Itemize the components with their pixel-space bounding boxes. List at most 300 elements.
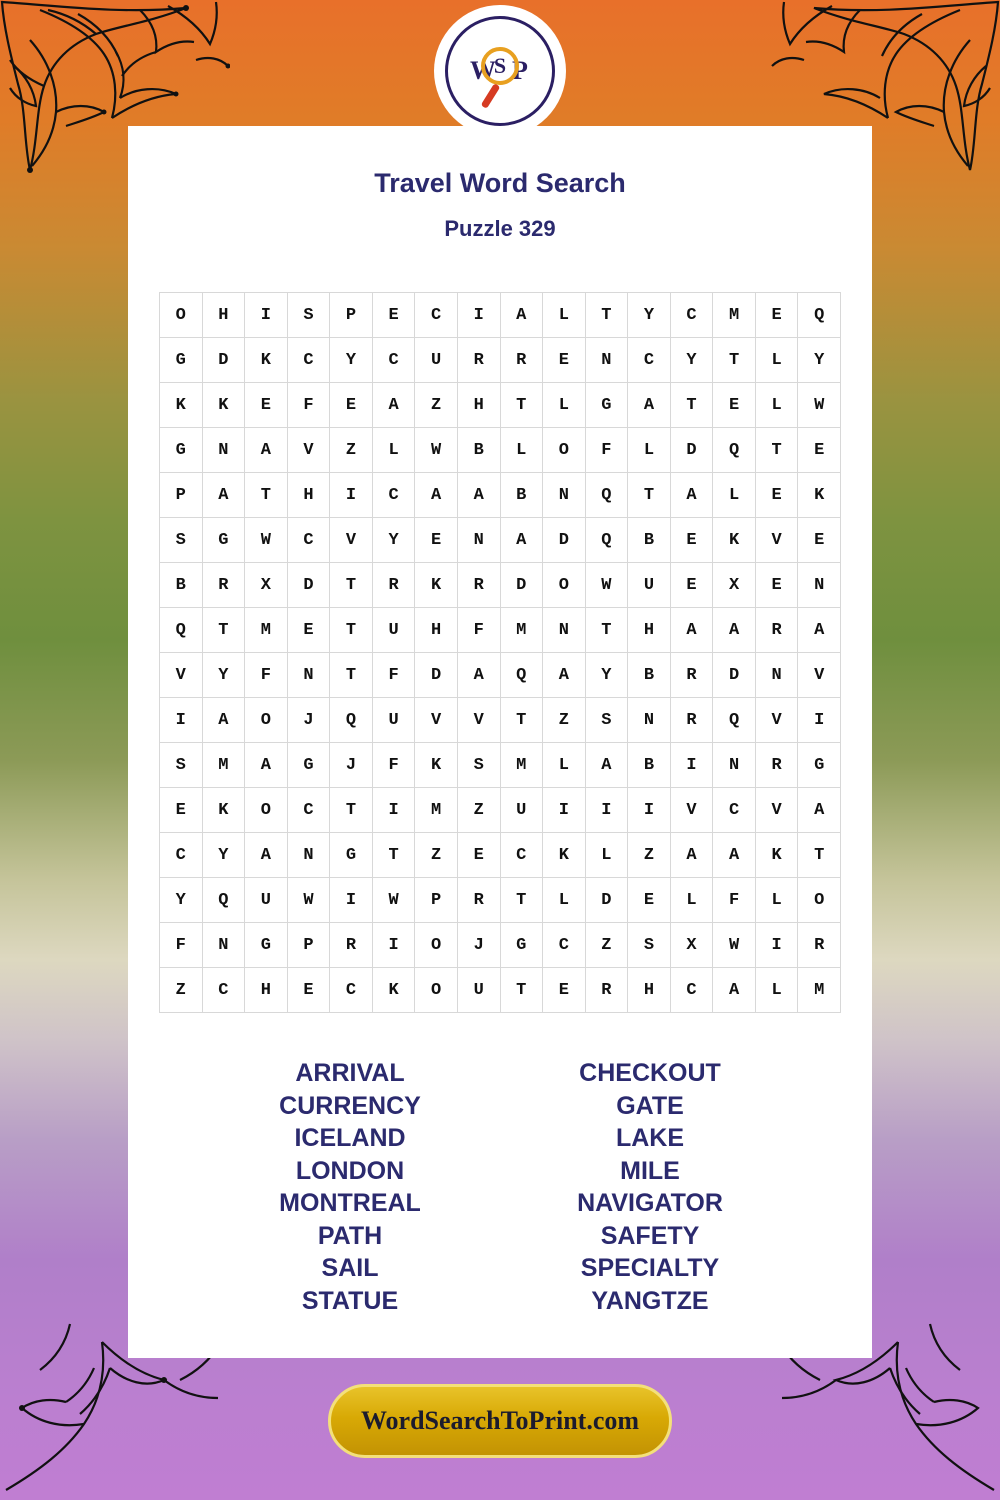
grid-cell: E bbox=[415, 518, 458, 563]
grid-cell: K bbox=[798, 473, 841, 518]
grid-row bbox=[160, 878, 841, 923]
grid-cell: K bbox=[202, 383, 245, 428]
grid-row bbox=[160, 338, 841, 383]
grid-cell: A bbox=[245, 833, 288, 878]
grid-cell: L bbox=[543, 878, 586, 923]
grid-cell: E bbox=[543, 338, 586, 383]
grid-cell: N bbox=[457, 518, 500, 563]
grid-cell: N bbox=[585, 338, 628, 383]
grid-row bbox=[160, 293, 841, 338]
grid-cell: A bbox=[372, 383, 415, 428]
grid-cell: I bbox=[330, 473, 373, 518]
grid-row bbox=[160, 788, 841, 833]
grid-cell: G bbox=[287, 743, 330, 788]
grid-cell: L bbox=[543, 293, 586, 338]
grid-cell: T bbox=[202, 608, 245, 653]
grid-cell: Z bbox=[457, 788, 500, 833]
grid-cell: A bbox=[628, 383, 671, 428]
grid-row bbox=[160, 608, 841, 653]
grid-cell: T bbox=[500, 968, 543, 1013]
grid-cell: E bbox=[543, 968, 586, 1013]
word-list-item: ICELAND bbox=[294, 1124, 406, 1152]
word-list-item: PATH bbox=[317, 1221, 383, 1250]
grid-cell: M bbox=[415, 788, 458, 833]
grid-cell: A bbox=[670, 608, 713, 653]
grid-cell: M bbox=[202, 743, 245, 788]
grid-cell: R bbox=[457, 563, 500, 608]
word-list-item: LAKE bbox=[615, 1124, 685, 1152]
grid-cell: V bbox=[160, 653, 203, 698]
grid-cell: I bbox=[628, 788, 671, 833]
grid-cell: K bbox=[713, 518, 756, 563]
grid-cell: L bbox=[755, 968, 798, 1013]
grid-cell: U bbox=[372, 698, 415, 743]
magnifier-handle-icon bbox=[481, 83, 501, 109]
grid-cell: F bbox=[372, 743, 415, 788]
grid-cell: E bbox=[457, 833, 500, 878]
grid-cell: E bbox=[628, 878, 671, 923]
grid-cell: D bbox=[500, 563, 543, 608]
grid-cell: R bbox=[670, 653, 713, 698]
grid-cell: A bbox=[202, 698, 245, 743]
grid-cell: E bbox=[670, 518, 713, 563]
grid-cell: Z bbox=[330, 428, 373, 473]
grid-cell: E bbox=[245, 383, 288, 428]
grid-cell: L bbox=[755, 878, 798, 923]
word-list-item: GATE bbox=[616, 1091, 684, 1120]
grid-row bbox=[160, 698, 841, 743]
grid-cell: A bbox=[713, 833, 756, 878]
grid-cell: Q bbox=[585, 518, 628, 563]
grid-cell: I bbox=[160, 698, 203, 743]
grid-cell: Q bbox=[713, 698, 756, 743]
grid-cell: S bbox=[160, 743, 203, 788]
grid-cell: X bbox=[713, 563, 756, 608]
grid-cell: C bbox=[628, 338, 671, 383]
word-list-item: NAVIGATOR bbox=[577, 1189, 723, 1217]
grid-cell: Z bbox=[628, 833, 671, 878]
grid-cell: T bbox=[500, 698, 543, 743]
grid-cell: R bbox=[330, 923, 373, 968]
grid-cell: G bbox=[330, 833, 373, 878]
grid-cell: C bbox=[543, 923, 586, 968]
grid-cell: T bbox=[755, 428, 798, 473]
grid-cell: N bbox=[202, 428, 245, 473]
grid-cell: J bbox=[330, 743, 373, 788]
grid-cell: R bbox=[755, 608, 798, 653]
word-list-item: CHECKOUT bbox=[579, 1059, 721, 1087]
grid-cell: B bbox=[160, 563, 203, 608]
grid-cell: J bbox=[287, 698, 330, 743]
grid-cell: R bbox=[202, 563, 245, 608]
grid-cell: W bbox=[372, 878, 415, 923]
grid-cell: K bbox=[372, 968, 415, 1013]
grid-cell: N bbox=[713, 743, 756, 788]
grid-cell: L bbox=[755, 383, 798, 428]
grid-cell: I bbox=[543, 788, 586, 833]
grid-cell: O bbox=[245, 698, 288, 743]
grid-cell: J bbox=[457, 923, 500, 968]
grid-cell: T bbox=[628, 473, 671, 518]
grid-cell: A bbox=[245, 743, 288, 788]
grid-cell: I bbox=[798, 698, 841, 743]
grid-cell: E bbox=[287, 968, 330, 1013]
grid-cell: S bbox=[160, 518, 203, 563]
grid-cell: G bbox=[202, 518, 245, 563]
grid-cell: V bbox=[330, 518, 373, 563]
grid-cell: Z bbox=[415, 833, 458, 878]
puzzle-number: Puzzle 329 bbox=[444, 216, 556, 241]
grid-cell: L bbox=[713, 473, 756, 518]
grid-cell: L bbox=[670, 878, 713, 923]
grid-row bbox=[160, 743, 841, 788]
website-button-label: WordSearchToPrint.com bbox=[360, 1406, 640, 1435]
grid-cell: O bbox=[415, 968, 458, 1013]
grid-cell: Y bbox=[798, 338, 841, 383]
grid-cell: Y bbox=[585, 653, 628, 698]
grid-cell: V bbox=[755, 518, 798, 563]
word-list-item: STATUE bbox=[301, 1286, 399, 1315]
grid-cell: O bbox=[798, 878, 841, 923]
grid-cell: A bbox=[585, 743, 628, 788]
word-list-item: SPECIALTY bbox=[580, 1254, 720, 1282]
grid-cell: H bbox=[202, 293, 245, 338]
grid-cell: I bbox=[372, 788, 415, 833]
grid-cell: C bbox=[415, 293, 458, 338]
grid-cell: Z bbox=[585, 923, 628, 968]
grid-cell: A bbox=[245, 428, 288, 473]
grid-cell: U bbox=[415, 338, 458, 383]
logo-letter-s: S bbox=[493, 53, 507, 78]
grid-cell: Y bbox=[372, 518, 415, 563]
grid-cell: P bbox=[160, 473, 203, 518]
word-list-item: MILE bbox=[620, 1156, 680, 1185]
grid-cell: Q bbox=[713, 428, 756, 473]
grid-cell: P bbox=[287, 923, 330, 968]
grid-cell: B bbox=[628, 653, 671, 698]
grid-cell: L bbox=[628, 428, 671, 473]
grid-cell: Q bbox=[202, 878, 245, 923]
grid-cell: K bbox=[160, 383, 203, 428]
grid-cell: T bbox=[713, 338, 756, 383]
grid-cell: W bbox=[585, 563, 628, 608]
grid-cell: Q bbox=[330, 698, 373, 743]
grid-cell: U bbox=[457, 968, 500, 1013]
grid-row bbox=[160, 923, 841, 968]
grid-cell: V bbox=[457, 698, 500, 743]
grid-cell: N bbox=[543, 608, 586, 653]
grid-row bbox=[160, 653, 841, 698]
grid-cell: H bbox=[457, 383, 500, 428]
grid-cell: D bbox=[713, 653, 756, 698]
word-list-column-right bbox=[500, 1057, 800, 1317]
grid-cell: N bbox=[543, 473, 586, 518]
grid-cell: L bbox=[543, 743, 586, 788]
grid-cell: F bbox=[585, 428, 628, 473]
logo-ring bbox=[445, 16, 555, 126]
grid-cell: I bbox=[755, 923, 798, 968]
grid-cell: H bbox=[415, 608, 458, 653]
grid-cell: T bbox=[670, 383, 713, 428]
word-search-grid bbox=[159, 292, 841, 1013]
grid-cell: O bbox=[160, 293, 203, 338]
website-button[interactable] bbox=[328, 1384, 672, 1458]
brand-logo bbox=[437, 8, 563, 134]
grid-cell: F bbox=[160, 923, 203, 968]
grid-cell: R bbox=[585, 968, 628, 1013]
grid-cell: R bbox=[372, 563, 415, 608]
grid-cell: R bbox=[457, 878, 500, 923]
grid-cell: A bbox=[670, 473, 713, 518]
grid-cell: H bbox=[245, 968, 288, 1013]
grid-cell: W bbox=[287, 878, 330, 923]
grid-cell: U bbox=[628, 563, 671, 608]
logo-letter-p: P bbox=[512, 56, 530, 85]
grid-cell: K bbox=[755, 833, 798, 878]
grid-cell: W bbox=[415, 428, 458, 473]
grid-cell: E bbox=[755, 563, 798, 608]
grid-cell: E bbox=[160, 788, 203, 833]
word-list-item: YANGTZE bbox=[591, 1286, 709, 1315]
grid-cell: Z bbox=[543, 698, 586, 743]
grid-cell: S bbox=[585, 698, 628, 743]
grid-cell: T bbox=[372, 833, 415, 878]
grid-cell: A bbox=[500, 518, 543, 563]
grid-cell: N bbox=[628, 698, 671, 743]
grid-cell: R bbox=[457, 338, 500, 383]
page-title: Travel Word Search bbox=[374, 168, 626, 198]
grid-cell: C bbox=[160, 833, 203, 878]
grid-cell: C bbox=[202, 968, 245, 1013]
grid-cell: T bbox=[798, 833, 841, 878]
grid-cell: E bbox=[755, 293, 798, 338]
grid-cell: O bbox=[543, 563, 586, 608]
grid-cell: M bbox=[798, 968, 841, 1013]
grid-cell: C bbox=[670, 293, 713, 338]
grid-cell: X bbox=[245, 563, 288, 608]
grid-cell: L bbox=[500, 428, 543, 473]
grid-cell: N bbox=[287, 653, 330, 698]
grid-cell: G bbox=[160, 428, 203, 473]
grid-cell: W bbox=[245, 518, 288, 563]
grid-cell: G bbox=[500, 923, 543, 968]
grid-cell: T bbox=[330, 788, 373, 833]
grid-cell: P bbox=[330, 293, 373, 338]
grid-cell: T bbox=[500, 878, 543, 923]
grid-cell: T bbox=[585, 608, 628, 653]
grid-cell: Z bbox=[415, 383, 458, 428]
grid-cell: F bbox=[457, 608, 500, 653]
grid-cell: G bbox=[160, 338, 203, 383]
grid-cell: E bbox=[755, 473, 798, 518]
grid-cell: V bbox=[670, 788, 713, 833]
word-list-item: ARRIVAL bbox=[295, 1059, 405, 1087]
grid-cell: R bbox=[670, 698, 713, 743]
grid-cell: H bbox=[628, 968, 671, 1013]
grid-cell: L bbox=[372, 428, 415, 473]
grid-cell: D bbox=[670, 428, 713, 473]
grid-cell: K bbox=[543, 833, 586, 878]
word-list-item: SAFETY bbox=[600, 1221, 700, 1250]
grid-cell: I bbox=[245, 293, 288, 338]
grid-cell: G bbox=[798, 743, 841, 788]
grid-cell: K bbox=[245, 338, 288, 383]
grid-cell: C bbox=[713, 788, 756, 833]
grid-cell: T bbox=[330, 608, 373, 653]
grid-cell: R bbox=[500, 338, 543, 383]
grid-cell: M bbox=[500, 608, 543, 653]
grid-cell: Y bbox=[628, 293, 671, 338]
grid-cell: Y bbox=[670, 338, 713, 383]
grid-cell: V bbox=[287, 428, 330, 473]
grid-cell: L bbox=[755, 338, 798, 383]
grid-cell: N bbox=[798, 563, 841, 608]
grid-cell: K bbox=[415, 743, 458, 788]
grid-cell: N bbox=[202, 923, 245, 968]
grid-cell: C bbox=[372, 473, 415, 518]
letter-grid-table bbox=[159, 292, 841, 1013]
grid-cell: C bbox=[330, 968, 373, 1013]
grid-cell: U bbox=[500, 788, 543, 833]
grid-cell: A bbox=[670, 833, 713, 878]
grid-cell: B bbox=[457, 428, 500, 473]
word-list-item: LONDON bbox=[295, 1156, 405, 1185]
grid-cell: G bbox=[585, 383, 628, 428]
grid-cell: L bbox=[543, 383, 586, 428]
grid-cell: T bbox=[245, 473, 288, 518]
grid-cell: P bbox=[415, 878, 458, 923]
grid-cell: N bbox=[755, 653, 798, 698]
grid-cell: K bbox=[415, 563, 458, 608]
grid-cell: B bbox=[500, 473, 543, 518]
grid-cell: V bbox=[755, 698, 798, 743]
grid-cell: I bbox=[330, 878, 373, 923]
grid-cell: Y bbox=[160, 878, 203, 923]
grid-cell: S bbox=[457, 743, 500, 788]
grid-cell: O bbox=[245, 788, 288, 833]
word-list-column-left bbox=[200, 1057, 500, 1317]
grid-cell: Y bbox=[202, 653, 245, 698]
grid-cell: F bbox=[287, 383, 330, 428]
grid-cell: A bbox=[457, 653, 500, 698]
grid-cell: C bbox=[287, 518, 330, 563]
grid-cell: W bbox=[713, 923, 756, 968]
word-list-item: MONTREAL bbox=[279, 1189, 421, 1217]
grid-row bbox=[160, 428, 841, 473]
grid-cell: C bbox=[287, 338, 330, 383]
grid-cell: V bbox=[755, 788, 798, 833]
grid-cell: Y bbox=[202, 833, 245, 878]
grid-row bbox=[160, 518, 841, 563]
grid-cell: E bbox=[330, 383, 373, 428]
grid-cell: S bbox=[287, 293, 330, 338]
grid-cell: M bbox=[500, 743, 543, 788]
grid-cell: T bbox=[585, 293, 628, 338]
grid-cell: A bbox=[798, 788, 841, 833]
grid-cell: M bbox=[245, 608, 288, 653]
grid-cell: T bbox=[330, 563, 373, 608]
grid-cell: I bbox=[670, 743, 713, 788]
grid-row bbox=[160, 473, 841, 518]
grid-cell: X bbox=[670, 923, 713, 968]
grid-cell: Q bbox=[160, 608, 203, 653]
grid-cell: H bbox=[628, 608, 671, 653]
grid-cell: Q bbox=[585, 473, 628, 518]
grid-row bbox=[160, 968, 841, 1013]
grid-cell: E bbox=[287, 608, 330, 653]
grid-cell: S bbox=[628, 923, 671, 968]
grid-cell: E bbox=[798, 518, 841, 563]
grid-cell: E bbox=[670, 563, 713, 608]
grid-cell: F bbox=[713, 878, 756, 923]
grid-cell: F bbox=[245, 653, 288, 698]
grid-cell: R bbox=[798, 923, 841, 968]
grid-cell: D bbox=[585, 878, 628, 923]
grid-cell: E bbox=[372, 293, 415, 338]
grid-cell: A bbox=[713, 968, 756, 1013]
grid-cell: T bbox=[330, 653, 373, 698]
grid-cell: A bbox=[798, 608, 841, 653]
grid-cell: A bbox=[543, 653, 586, 698]
grid-cell: V bbox=[798, 653, 841, 698]
grid-cell: I bbox=[585, 788, 628, 833]
logo-letter-w: W bbox=[470, 56, 499, 85]
grid-cell: E bbox=[713, 383, 756, 428]
grid-cell: C bbox=[500, 833, 543, 878]
puzzle-sheet bbox=[128, 126, 872, 1358]
grid-cell: L bbox=[585, 833, 628, 878]
grid-cell: Q bbox=[500, 653, 543, 698]
grid-cell: D bbox=[543, 518, 586, 563]
grid-cell: C bbox=[670, 968, 713, 1013]
grid-cell: V bbox=[415, 698, 458, 743]
grid-cell: I bbox=[372, 923, 415, 968]
grid-cell: U bbox=[372, 608, 415, 653]
grid-row bbox=[160, 383, 841, 428]
grid-cell: B bbox=[628, 518, 671, 563]
grid-cell: I bbox=[457, 293, 500, 338]
grid-cell: T bbox=[500, 383, 543, 428]
grid-row bbox=[160, 833, 841, 878]
grid-cell: H bbox=[287, 473, 330, 518]
grid-cell: G bbox=[245, 923, 288, 968]
grid-cell: C bbox=[372, 338, 415, 383]
grid-cell: D bbox=[287, 563, 330, 608]
grid-row bbox=[160, 563, 841, 608]
grid-cell: W bbox=[798, 383, 841, 428]
grid-cell: C bbox=[287, 788, 330, 833]
grid-cell: O bbox=[415, 923, 458, 968]
grid-cell: Y bbox=[330, 338, 373, 383]
grid-cell: D bbox=[202, 338, 245, 383]
grid-cell: E bbox=[798, 428, 841, 473]
grid-cell: F bbox=[372, 653, 415, 698]
grid-cell: N bbox=[287, 833, 330, 878]
grid-cell: Q bbox=[798, 293, 841, 338]
grid-cell: O bbox=[543, 428, 586, 473]
grid-cell: Z bbox=[160, 968, 203, 1013]
grid-cell: A bbox=[457, 473, 500, 518]
magnifier-icon bbox=[481, 47, 519, 85]
grid-cell: M bbox=[713, 293, 756, 338]
word-list-item: SAIL bbox=[321, 1254, 379, 1282]
word-list bbox=[128, 1057, 872, 1317]
grid-cell: A bbox=[713, 608, 756, 653]
word-list-item: CURRENCY bbox=[279, 1091, 421, 1120]
grid-cell: B bbox=[628, 743, 671, 788]
grid-cell: A bbox=[415, 473, 458, 518]
grid-cell: K bbox=[202, 788, 245, 833]
